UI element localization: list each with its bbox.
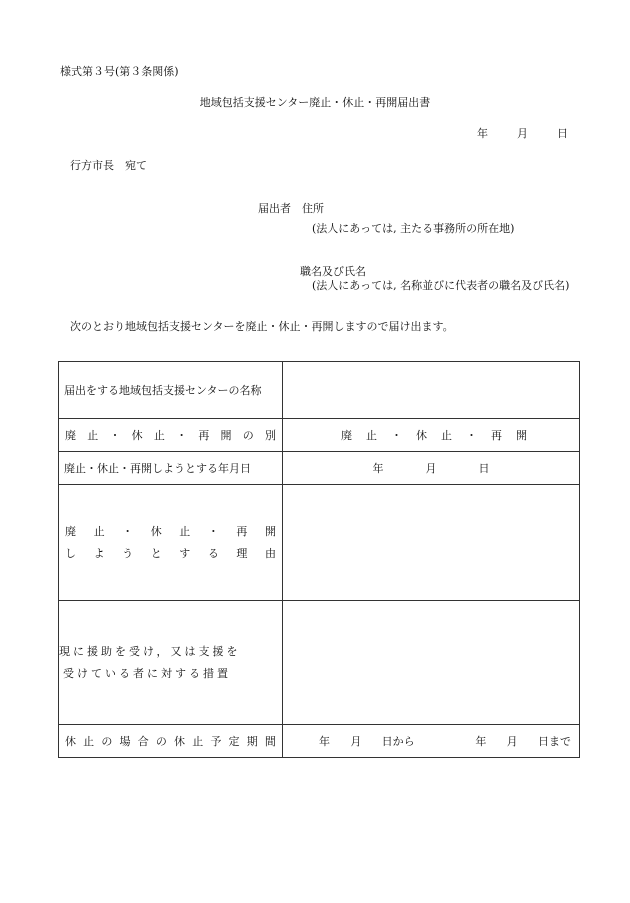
- period-label-char: 間: [264, 735, 276, 748]
- reason-label-line1-char: 再: [236, 524, 248, 538]
- applicant-name-label: 職名及び氏名: [300, 265, 366, 278]
- type-label-char: 廃: [65, 429, 76, 442]
- type-value-char: ・: [391, 429, 402, 442]
- measures-label: [59, 601, 283, 725]
- period-label-char: 予: [210, 735, 222, 748]
- period-label-char: 期: [246, 735, 258, 748]
- table-row-reason: [59, 485, 580, 601]
- effective-month: 月: [425, 462, 437, 475]
- reason-label-line1-char: 止: [93, 524, 105, 538]
- reason-label-line2-char: う: [122, 546, 134, 560]
- table-row-measures: [59, 601, 580, 725]
- reason-label-line2-char: よ: [93, 546, 105, 560]
- applicant-address-note: (法人にあっては, 主たる事務所の所在地): [312, 222, 515, 235]
- reason-label-line2-char: 理: [236, 546, 248, 560]
- measures-label-line1: 現に援助を受け，又は支援を: [59, 644, 241, 658]
- table-row-period: [59, 725, 580, 758]
- date-value[interactable]: [283, 452, 580, 485]
- date-label: 廃止・休止・再開しようとする年月日: [59, 452, 283, 485]
- type-label-char: の: [242, 429, 254, 442]
- period-label-char: 合: [137, 735, 149, 748]
- center-name-field[interactable]: [283, 362, 580, 419]
- notification-table: [58, 361, 580, 758]
- measures-label-line2: 受けている者に対する措置: [63, 666, 231, 680]
- period-end-month: 月: [506, 735, 518, 748]
- reason-label-line1-char: ・: [207, 524, 219, 538]
- period-end-year: 年: [475, 735, 487, 748]
- type-label-char: 再: [198, 429, 210, 442]
- reason-label-line2-char: す: [179, 546, 191, 560]
- reason-label-line2-char: る: [207, 546, 219, 560]
- applicant-name-note: (法人にあっては, 名称並びに代表者の職名及び氏名): [312, 279, 570, 292]
- document-title: 地域包括支援センター廃止・休止・再開届出書: [199, 96, 431, 109]
- type-value-char: 開: [516, 429, 527, 442]
- period-label-char: 定: [228, 735, 240, 748]
- date-month: 月: [517, 127, 528, 140]
- type-label-char: 開: [220, 429, 232, 442]
- period-label-char: 止: [192, 735, 204, 748]
- period-end-day: 日まで: [537, 735, 571, 748]
- reason-label: [59, 485, 283, 601]
- type-label: [59, 419, 283, 452]
- measures-field[interactable]: [283, 601, 580, 725]
- type-label-char: 休: [131, 429, 143, 442]
- reason-label-line1-char: 開: [264, 524, 276, 538]
- table-row-type: [59, 419, 580, 452]
- type-label-char: 止: [153, 429, 165, 442]
- type-value-char: ・: [466, 429, 477, 442]
- table-row-date: [59, 452, 580, 485]
- reason-label-line2-char: 由: [264, 546, 276, 560]
- date-year: 年: [477, 127, 488, 140]
- applicant-address-label: 届出者 住所: [258, 202, 324, 215]
- period-label: [59, 725, 283, 758]
- reason-label-line1-char: 止: [179, 524, 191, 538]
- type-value-char: 廃: [341, 429, 352, 442]
- period-label-char: 場: [119, 735, 131, 748]
- effective-day: 日: [478, 462, 490, 475]
- reason-label-line1-char: 休: [150, 524, 162, 538]
- effective-year: 年: [372, 462, 384, 475]
- date-day: 日: [557, 127, 568, 140]
- reason-label-line2-char: と: [150, 546, 162, 560]
- period-start-day: 日から: [381, 735, 415, 748]
- intro-text: 次のとおり地域包括支援センターを廃止・休止・再開しますので届け出ます。: [70, 320, 454, 333]
- reason-field[interactable]: [283, 485, 580, 601]
- period-label-char: の: [155, 735, 167, 748]
- reason-label-line1-char: ・: [122, 524, 134, 538]
- form-number: 様式第３号(第３条関係): [60, 65, 179, 78]
- type-value-char: 休: [416, 429, 427, 442]
- type-value-char: 再: [491, 429, 502, 442]
- type-value[interactable]: [283, 419, 580, 452]
- period-label-char: 休: [65, 735, 76, 748]
- period-start-year: 年: [319, 735, 330, 748]
- type-label-char: 別: [264, 429, 276, 442]
- period-value[interactable]: [283, 725, 580, 758]
- period-label-char: の: [101, 735, 113, 748]
- submission-date: [477, 125, 568, 141]
- period-label-char: 止: [83, 735, 95, 748]
- period-label-char: 休: [174, 735, 186, 748]
- type-value-char: 止: [441, 429, 452, 442]
- table-row-center-name: [59, 362, 580, 419]
- type-label-char: 止: [87, 429, 99, 442]
- reason-label-line1-char: 廃: [65, 524, 76, 538]
- period-start-month: 月: [350, 735, 362, 748]
- addressee: 行方市長 宛て: [70, 159, 147, 172]
- type-value-char: 止: [366, 429, 377, 442]
- reason-label-line2-char: し: [65, 546, 76, 560]
- type-label-char: ・: [176, 429, 188, 442]
- center-name-label: 届出をする地域包括支援センターの名称: [59, 362, 283, 419]
- type-label-char: ・: [109, 429, 121, 442]
